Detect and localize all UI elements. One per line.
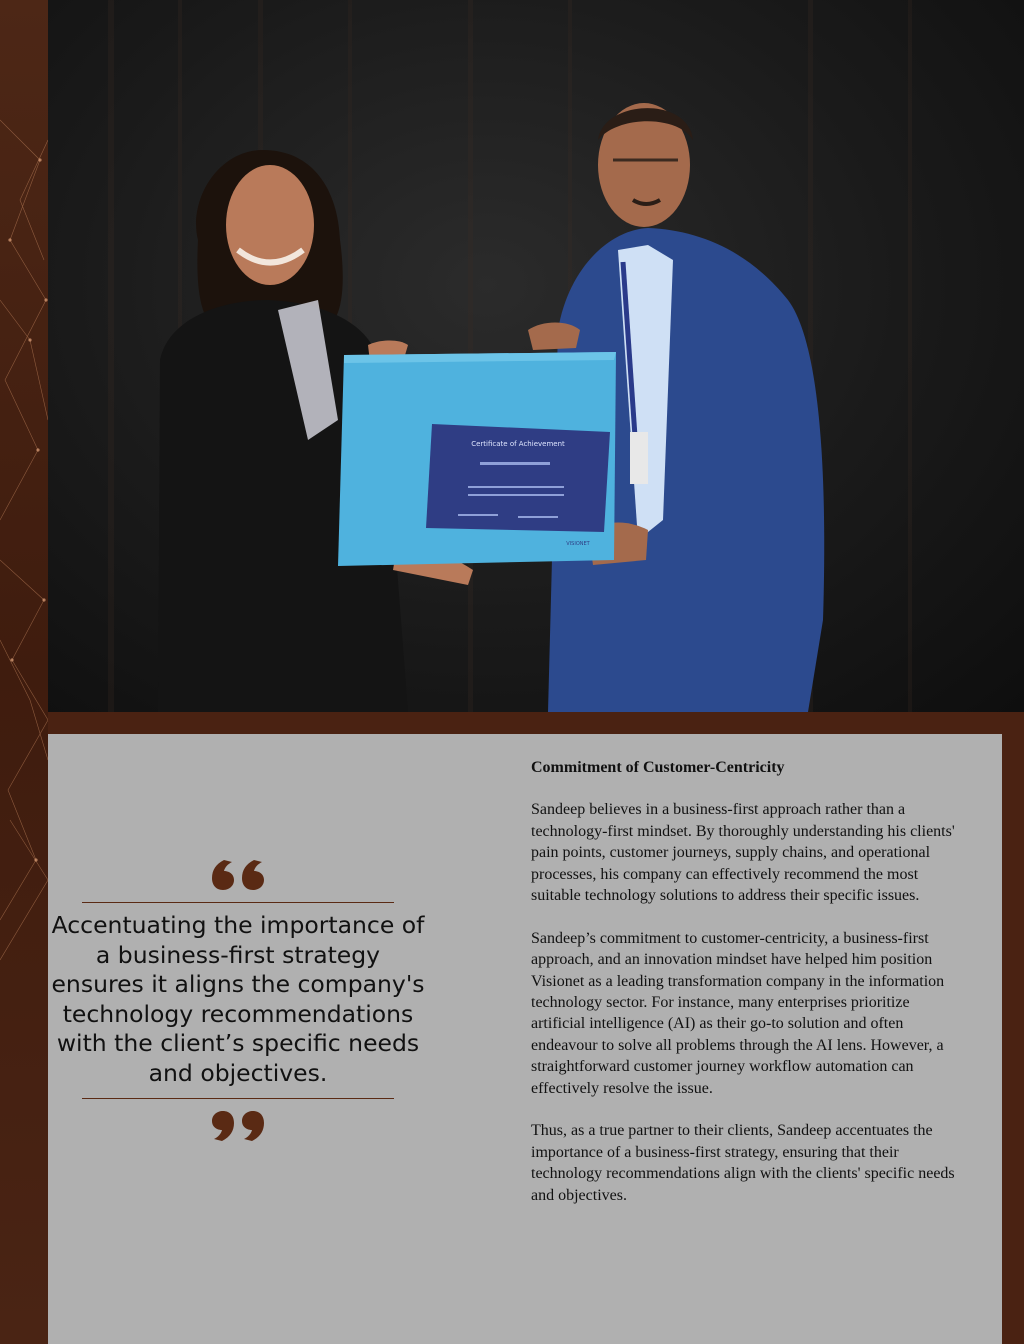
article-heading: Commitment of Customer-Centricity: [531, 759, 785, 776]
open-quote-icon: [210, 856, 266, 894]
pull-quote-text: Accentuating the importance of a business-first strategy ensures it aligns the company's technology recommendations with the client’s specific needs and objectives.: [51, 911, 425, 1087]
article-paragraph-2: Sandeep’s commitment to customer-centricity, a business-first approach, and an innovation mindset have helped him position Visionet as a leading transformation company in the information technology sector. For instance, many enterprises prioritize artificial intelligence (AI) as their go-to solution and often endeavour to solve all problems through the AI lens. However, a straightforward customer journey workflow automation can effectively resolve the issue.: [531, 929, 945, 1097]
close-quote-icon: [210, 1107, 266, 1145]
network-lines-decoration: [0, 0, 48, 1344]
certificate-board: [338, 352, 616, 566]
article-paragraph-3: Thus, as a true partner to their clients, Sandeep accentuates the importance of a business-first strategy, ensuring that their technology recommendations align with the clients' specific needs and objectives.: [531, 1122, 955, 1204]
award-photo: [48, 0, 1024, 712]
decorative-left-strip: [0, 0, 48, 1344]
quote-divider-bottom: [82, 1098, 394, 1099]
article-paragraph-1: Sandeep believes in a business-first approach rather than a technology-first mindset. By thoroughly understanding his clients' pain points, customer journeys, supply chains, and operational processes, his company can effectively recommend the most suitable technology solutions to address their specific issues.: [531, 801, 955, 905]
photo-illustration: [48, 0, 1024, 712]
certificate-title: Certificate of Achievement: [471, 440, 565, 448]
pull-quote: [48, 856, 428, 1145]
article-body: [531, 757, 955, 1227]
certificate-brand: VISIONET: [566, 541, 590, 547]
quote-divider-top: [82, 902, 394, 903]
